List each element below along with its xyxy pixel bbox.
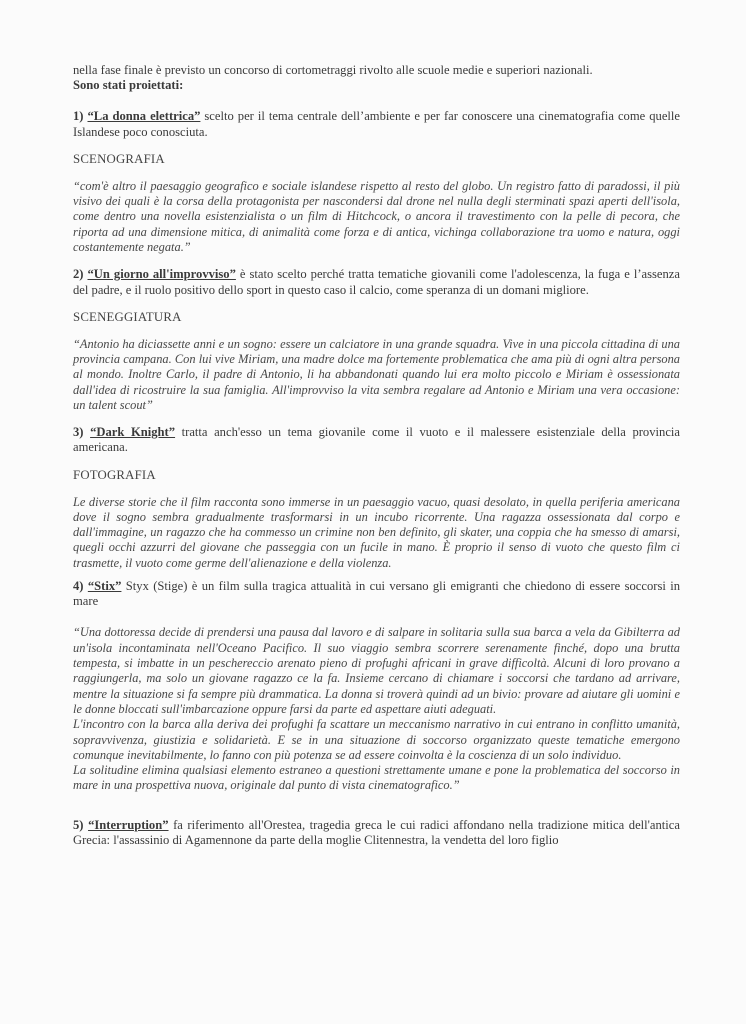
film-title: “Un giorno all'improvviso” — [87, 267, 236, 282]
film-title: “Stix” — [87, 579, 122, 594]
film-quote-2: “Antonio ha diciassette anni e un sogno: essere un calciatore in una grande squadra. Vive in una piccola cittadina di una provincia campana. Con lui vive Miriam, una madre dolce ma fortemente problematica che ama più di ogni altra persona al mondo. Inoltre Carlo, il padre di Antonio, li ha abbandonati quando lui era molto piccolo e Miriam è ossessionata dall'idea di ricostruire la sua famiglia. All'improvviso la vita sembra regalare ad Antonio e Miriam una vera occasione: un talent scout” — [73, 336, 680, 412]
section-heading-fotografia: FOTOGRAFIA — [73, 467, 156, 482]
film-title: “Dark Knight” — [90, 425, 176, 440]
film-description: tratta anch'esso un tema giovanile come il vuoto e il malessere esistenziale della provincia americana. — [73, 425, 680, 455]
intro-line: nella fase finale è previsto un concorso di cortometraggi rivolto alle scuole medie e superiori nazionali. — [73, 63, 593, 77]
film-number: 5) — [73, 817, 84, 832]
film-number: 1) — [73, 109, 84, 124]
film-quote-4-paragraph-1: “Una dottoressa decide di prendersi una pausa dal lavoro e di salpare in solitaria sulla sua barca a vela da Gibilterra ad un'isola incontaminata nell'Oceano Pacifico. Il suo viaggio sembra scorrere serenamente finché, dopo una brutta tempesta, si imbatte in un peschereccio arenato pieno di profughi africani in grave difficoltà. Alcuni di loro provano a raggiungerla, ma solo un giovane ragazzo ce la fa. Insieme cercano di chiamare i soccorsi che tardano ad arrivare, mentre la situazione si fa sempre più drammatica. La donna si troverà quindi ad un bivio: provare ad aiutare gli uomini e le donne bloccati sull'imbarcazione oppure farsi da parte ed aspettare aiuti adeguati. — [73, 625, 680, 716]
film-title: “Interruption” — [88, 817, 169, 832]
film-entry-4 — [73, 579, 680, 609]
film-description: fa riferimento all'Orestea, tragedia greca le cui radici affondano nella tradizione mitica dell'antica Grecia: l'assassinio di Agamennone da parte della moglie Clitennestra, la vendetta del loro figlio — [73, 817, 680, 847]
film-number: 4) — [73, 579, 84, 594]
film-description: Styx (Stige) è un film sulla tragica attualità in cui versano gli emigranti che chiedono di essere soccorsi in mare — [73, 579, 680, 609]
film-description: scelto per il tema centrale dell’ambiente e per far conoscere una cinematografia come quelle Islandese poco conosciuta. — [73, 109, 680, 139]
film-number: 3) — [73, 425, 84, 440]
film-number: 2) — [73, 267, 84, 282]
section-heading-sceneggiatura: SCENEGGIATURA — [73, 309, 182, 324]
film-quote-4-paragraph-3: La solitudine elimina qualsiasi elemento estraneo a questioni strettamente umane e pone la problematica del soccorso in mare in una prospettiva nuova, originale dal punto di vista cinematografico.” — [73, 763, 680, 793]
film-title: “La donna elettrica” — [87, 109, 201, 124]
section-heading-scenografia: SCENOGRAFIA — [73, 151, 165, 166]
film-quote-4-paragraph-2: L'incontro con la barca alla deriva dei profughi fa scattare un meccanismo narrativo in cui entrano in conflitto umanità, sopravvivenza, giustizia e solidarietà. E se in una situazione di soccorso organizzato queste tematiche emergono comunque inevitabilmente, lo fanno con più potenza se ad essere coinvolta è la coscienza di un solo individuo. — [73, 717, 680, 762]
film-entry-5 — [73, 818, 680, 848]
film-quote-3: Le diverse storie che il film racconta sono immerse in un paesaggio vacuo, quasi desolato, in quella periferia americana dove il sogno sembra gradualmente trasformarsi in un incubo ricorrente. Una ragazza ossessionata dal corpo e dall'immagine, un ragazzo che ha commesso un crimine non ben definito, gli skater, una coppia che ha smesso di amarsi, quegli occhi azzurri del giovane che passeggia con un fucile in mano. È proprio il senso di vuoto che questo film ci trasmette, il vuoto come germe dell'alienazione e della violenza. — [73, 494, 680, 570]
film-quote-1: “com'è altro il paesaggio geografico e sociale islandese rispetto al resto del globo. Un registro fatto di paradossi, il più visivo dei quali è la corsa della protagonista per nascondersi dal drone nel nulla degli sterminati spazi aperti dell'isola, come dentro una novella esistenzialista o un film di Hitchcock, o ancora il travestimento con la pelle di pecora, che riporta ad una dimensione mitica, di animalità come forza e di antica, vichinga collaborazione tra uomo e natura, oggi costantemente negata.” — [73, 178, 680, 254]
film-entry-2 — [73, 267, 680, 297]
film-entry-3 — [73, 425, 680, 455]
film-entry-1 — [73, 109, 680, 139]
film-description: è stato scelto perché tratta tematiche giovanili come l'adolescenza, la fuga e l’assenza del padre, e il ruolo positivo dello sport in questo caso il calcio, come speranza di un domani migliore. — [73, 267, 680, 297]
projected-label: Sono stati proiettati: — [73, 78, 184, 93]
